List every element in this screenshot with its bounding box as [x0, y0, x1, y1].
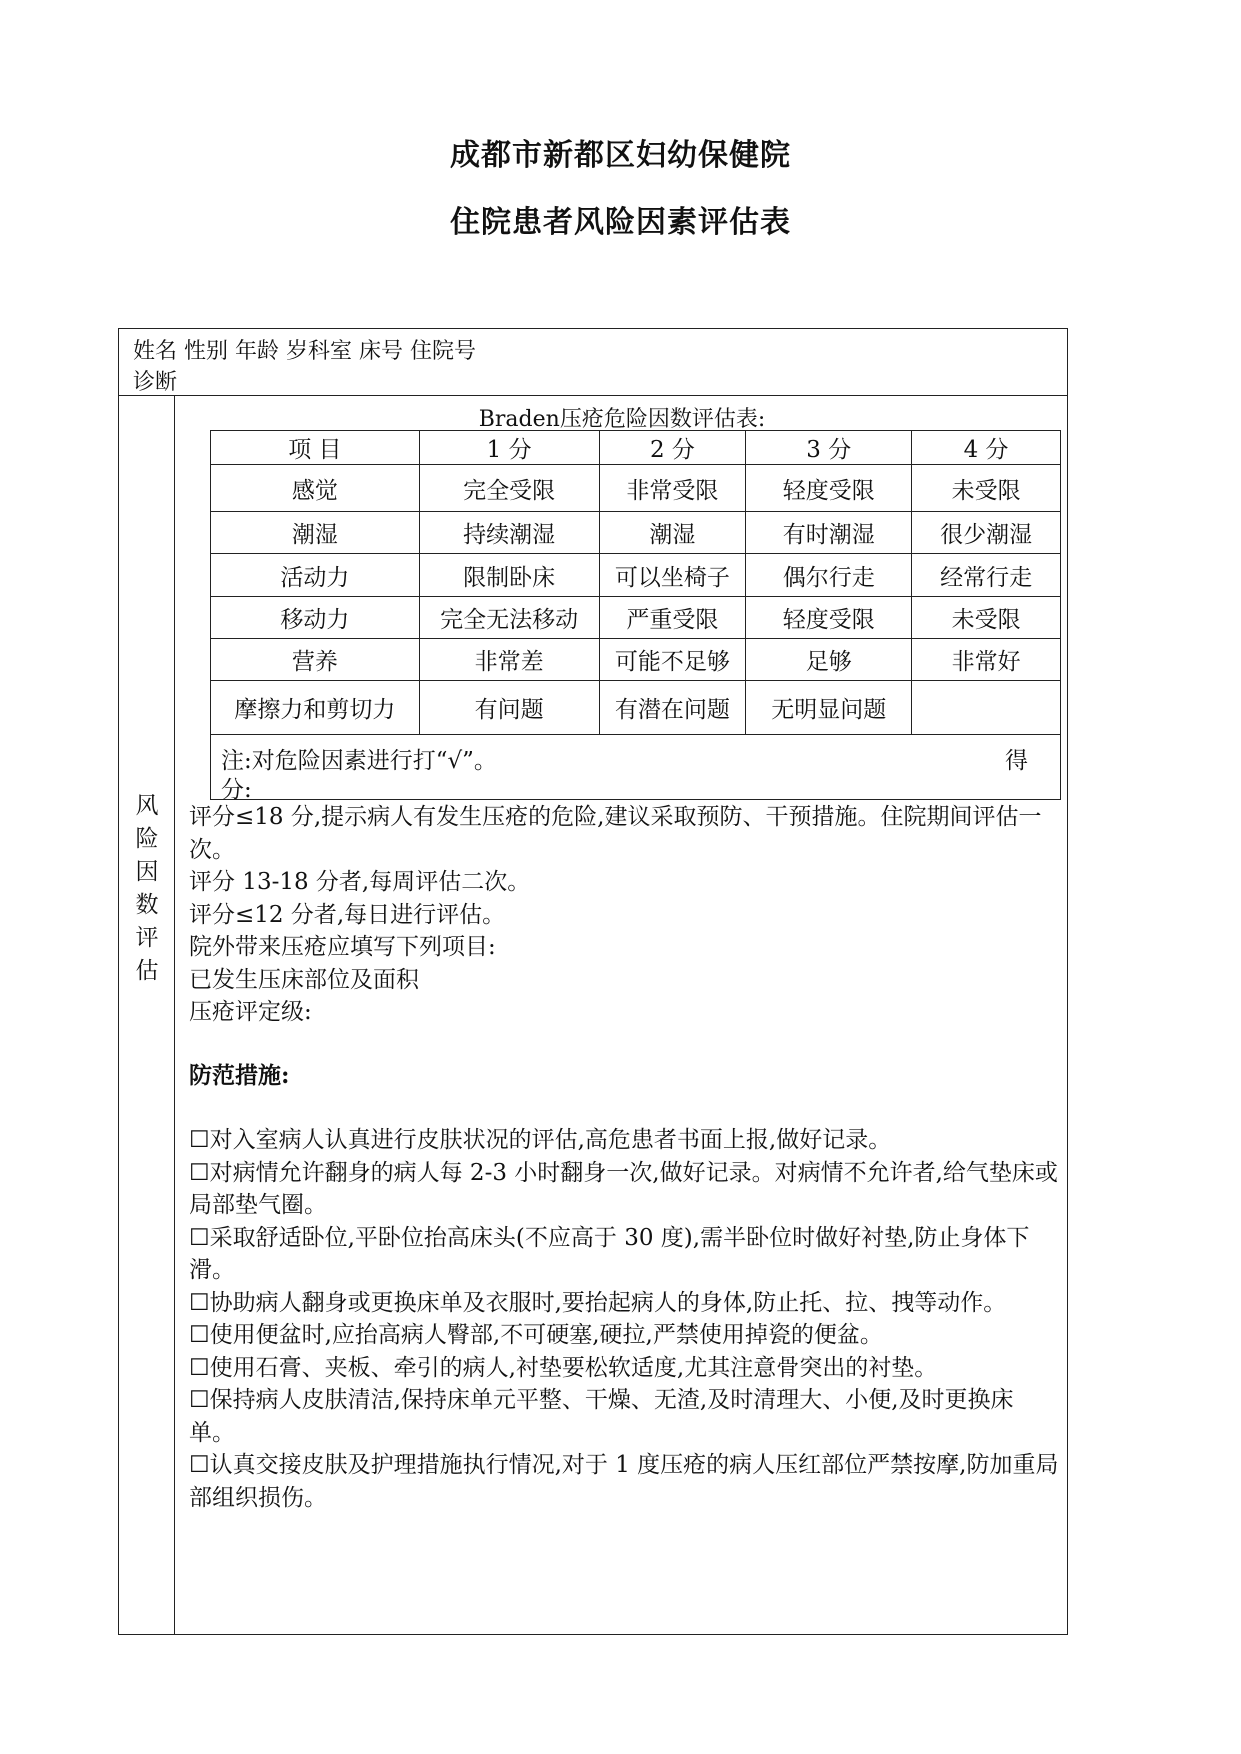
measure-item: ☐对入室病人认真进行皮肤状况的评估,高危患者书面上报,做好记录。: [189, 1127, 892, 1153]
table-cell: 感觉: [211, 465, 420, 512]
measure-item: ☐使用石膏、夹板、牵引的病人,衬垫要松软适度,尤其注意骨突出的衬垫。: [189, 1354, 938, 1381]
column-header: 项 目: [211, 431, 420, 465]
table-cell: 未受限: [912, 465, 1061, 512]
measure-item: ☐协助病人翻身或更换床单及衣服时,要抬起病人的身体,防止托、拉、拽等动作。: [189, 1289, 1007, 1316]
diagnosis-field: 诊断: [133, 370, 178, 395]
document-title: 成都市新都区妇幼保健院: [450, 138, 791, 173]
table-cell: 移动力: [211, 597, 420, 639]
guidance-line: 评分≤18 分,提示病人有发生压疮的危险,建议采取预防、干预措施。住院期间评估一次。: [189, 804, 1042, 863]
table-cell: 非常好: [912, 639, 1061, 681]
table-cell: 持续潮湿: [419, 512, 599, 554]
measure-item: ☐采取舒适卧位,平卧位抬高床头(不应高于 30 度),需半卧位时做好衬垫,防止身体下滑。: [189, 1224, 1030, 1283]
table-cell: 非常受限: [599, 465, 746, 512]
table-cell: 非常差: [419, 639, 599, 681]
guidance-line: 评分≤12 分者,每日进行评估。: [189, 901, 506, 928]
measures-heading: 防范措施:: [189, 1061, 290, 1089]
patient-info-fields: 姓名 性别 年龄 岁科室 床号 住院号: [133, 339, 476, 364]
guidance-line: 已发生压床部位及面积: [189, 966, 419, 993]
braden-table: [210, 430, 1061, 735]
table-cell: 有潜在问题: [599, 681, 746, 735]
table-cell: [912, 681, 1061, 735]
table-cell: 严重受限: [599, 597, 746, 639]
table-cell: 可以坐椅子: [599, 554, 746, 597]
guidance-line: 评分 13-18 分者,每周评估二次。: [189, 869, 531, 895]
table-cell: 有时潮湿: [746, 512, 912, 554]
column-header: 1 分: [419, 431, 599, 465]
table-cell: 活动力: [211, 554, 420, 597]
guidance-line: 压疮评定级:: [189, 999, 312, 1025]
table-cell: 未受限: [912, 597, 1061, 639]
table-cell: 经常行走: [912, 554, 1061, 597]
table-cell: 营养: [211, 639, 420, 681]
table-row: [211, 554, 1061, 597]
measure-item: ☐保持病人皮肤清洁,保持床单元平整、干燥、无渣,及时清理大、小便,及时更换床单。: [189, 1387, 1014, 1446]
table-cell: 很少潮湿: [912, 512, 1061, 554]
table-row: [211, 597, 1061, 639]
table-cell: 偶尔行走: [746, 554, 912, 597]
column-header: 3 分: [746, 431, 912, 465]
measure-item: ☐对病情允许翻身的病人每 2-3 小时翻身一次,做好记录。对病情不允许者,给气垫床或局部垫气圈。: [189, 1159, 1058, 1218]
table-cell: 无明显问题: [746, 681, 912, 735]
column-header: 2 分: [599, 431, 746, 465]
guidance-line: 院外带来压疮应填写下列项目:: [189, 934, 496, 960]
patient-info-row: [119, 329, 1067, 396]
table-row: [211, 465, 1061, 512]
score-label: 得: [1005, 748, 1028, 774]
table-cell: 足够: [746, 639, 912, 681]
score-label-continued: 分:: [221, 777, 252, 803]
table-cell: 摩擦力和剪切力: [211, 681, 420, 735]
table-cell: 有问题: [419, 681, 599, 735]
table-cell: 完全无法移动: [419, 597, 599, 639]
table-header-row: [211, 431, 1061, 465]
table-note: [210, 734, 1061, 803]
document-subtitle: 住院患者风险因素评估表: [450, 205, 791, 240]
table-row: [211, 681, 1061, 735]
column-header: 4 分: [912, 431, 1061, 465]
table-cell: 可能不足够: [599, 639, 746, 681]
table-row: [211, 512, 1061, 554]
measure-item: ☐认真交接皮肤及护理措施执行情况,对于 1 度压疮的病人压红部位严禁按摩,防加重局部组织损伤。: [189, 1452, 1059, 1511]
table-cell: 轻度受限: [746, 465, 912, 512]
table-cell: 潮湿: [211, 512, 420, 554]
side-label: 风 险 因 数 评 估: [135, 793, 159, 984]
table-cell: 限制卧床: [419, 554, 599, 597]
side-label-column: [119, 396, 175, 1634]
assessment-form: [118, 328, 1068, 1635]
braden-title: Braden压疮危险因数评估表:: [478, 407, 766, 432]
table-cell: 轻度受限: [746, 597, 912, 639]
table-cell: 潮湿: [599, 512, 746, 554]
measure-item: ☐使用便盆时,应抬高病人臀部,不可硬塞,硬拉,严禁使用掉瓷的便盆。: [189, 1322, 883, 1348]
table-row: [211, 639, 1061, 681]
note-text: 注:对危险因素进行打“√”。: [221, 748, 497, 774]
guidance-section: [189, 801, 1059, 1514]
table-cell: 完全受限: [419, 465, 599, 512]
